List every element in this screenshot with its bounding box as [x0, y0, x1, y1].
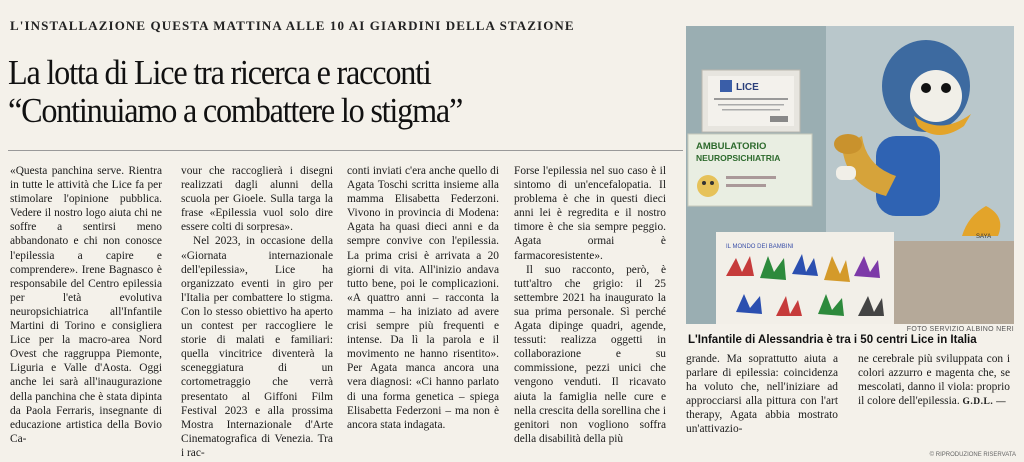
paragraph: Il suo racconto, però, è tutt'altro che grigio: il 25 settembre 2021 ha inaugurato la sua prima personale. Sì perché Agata dipinge quadri, agende, tessuti: realizza oggetti in collaborazione e su commissione, pezzi unici che vengono venduti. Il ricavato aiuta la famiglia nelle cure e nella crescita della sorellina che i genitori non vogliono soffra della disabilità della più — [514, 263, 666, 445]
text-column-4 — [514, 164, 666, 446]
photo-credit: FOTO SERVIZIO ALBINO NERI — [906, 326, 1014, 333]
ambulatorio-sign-line1: AMBULATORIO — [696, 141, 767, 152]
headline-divider — [8, 150, 683, 151]
article-photo — [686, 26, 1014, 324]
paragraph: conti inviati c'era anche quello di Agata Toschi scritta insieme alla mamma Elisabetta Federzoni. Vivono in provincia di Modena: Agata ha quasi dieci anni e da sempre convive con l'epilessia. La prima crisi è arrivata a 20 giorni di vita. All'inizio andava tutto bene, poi le complicazioni. «A quattro anni – racconta la mamma – ha iniziato ad avere crisi sempre più frequenti e intense. Da lì la parola e il movimento ne hanno risentito». Per Agata manca ancora una vera diagnosi: «Ci hanno parlato di una forma genetica – spiega Elisabetta Federzoni – ma non è ancora stata indagata. — [347, 165, 499, 431]
paragraph — [858, 352, 1010, 409]
cartoon-mural — [826, 26, 1014, 241]
paragraph: grande. Ma soprattutto aiuta a parlare di epilessia: coincidenza ha voluto che, nell'iniziare ad approcciarsi alla pittura con l'art therapy, Agata abbia mostrato un'attivazio- — [686, 353, 838, 436]
article-headline — [8, 54, 634, 130]
ambulatorio-sign — [688, 134, 812, 206]
paragraph: Forse l'epilessia nel suo caso è il sintomo di un'encefalopatia. Il problema è che in questi dieci anni lei è regredita e il nostro timore è che sia sempre peggio. Agata ormai è farmacoresistente». — [514, 165, 666, 262]
headline-line-1: La lotta di Lice tra ricerca e racconti — [8, 53, 431, 92]
copyright-notice: © RIPRODUZIONE RISERVATA — [929, 452, 1016, 458]
text-column-1 — [10, 164, 162, 446]
author-signature: G.D.L. — — [962, 397, 1007, 408]
text-column-5 — [686, 352, 838, 437]
headline-line-2: “Continuiamo a combattere lo stigma” — [8, 91, 463, 130]
lice-sign — [702, 70, 800, 132]
photo-caption: L'Infantile di Alessandria è tra i 50 centri Lice in Italia — [688, 334, 977, 346]
text-column-2 — [181, 164, 333, 460]
article-kicker: L'INSTALLAZIONE QUESTA MATTINA ALLE 10 AI GIARDINI DELLA STAZIONE — [10, 18, 575, 33]
paragraph: «Questa panchina serve. Rientra in tutte le attività che Lice fa per stimolare l'opinione pubblica. Vedere il nostro logo aiuta chi ne soffre a sentirsi meno abbandonato e chi non conosce l'epilessia a capire e comprendere». Irene Bagnasco è responsabile del Centro epilessia per l'età evolutiva neuropsichiatrica all'Infantile Martini di Torino e consigliera Lice per la macro-area Nord Ovest che raggruppa Piemonte, Liguria e Valle d'Aosta. Oggi anche lei sarà all'inaugurazione della panchina che è stata dipinta da Paola Ferraris, insegnante di educazione artistica della Bovio Ca- — [10, 165, 162, 445]
paragraph: vour che raccoglierà i disegni realizzati dagli alunni della scuola per Gioele. Sulla targa la frase «Epilessia vuol solo dire essere colti di sorpresa». — [181, 165, 333, 234]
mural-signature: SAYA — [976, 234, 992, 240]
text-column-3 — [347, 164, 499, 432]
paragraph-text: ne cerebrale più sviluppata con i colori azzurro e magenta che, se mescolati, danno il viola: proprio il colore dell'epilessia. — [858, 353, 1010, 408]
paragraph: Nel 2023, in occasione della «Giornata internazionale dell'epilessia», Lice ha organizzato eventi in giro per l'Italia per combattere lo stigma. Con lo stesso obiettivo ha aperto un contest per raccogliere le storie di malati e familiari: quella vincitrice diventerà la sceneggiatura di un cortometraggio che verrà presentato al Giffoni Film Festival 2023 e alla prossima Mostra Internazionale d'Arte Cinematografica di Venezia. Tra i rac- — [181, 235, 333, 459]
lice-sign-text: LICE — [736, 82, 759, 93]
drawing-title: IL MONDO DEI BAMBINI — [726, 244, 794, 250]
ambulatorio-sign-line2: NEUROPSICHIATRIA — [696, 153, 781, 163]
childrens-drawing — [716, 232, 894, 324]
text-column-6 — [858, 352, 1010, 409]
